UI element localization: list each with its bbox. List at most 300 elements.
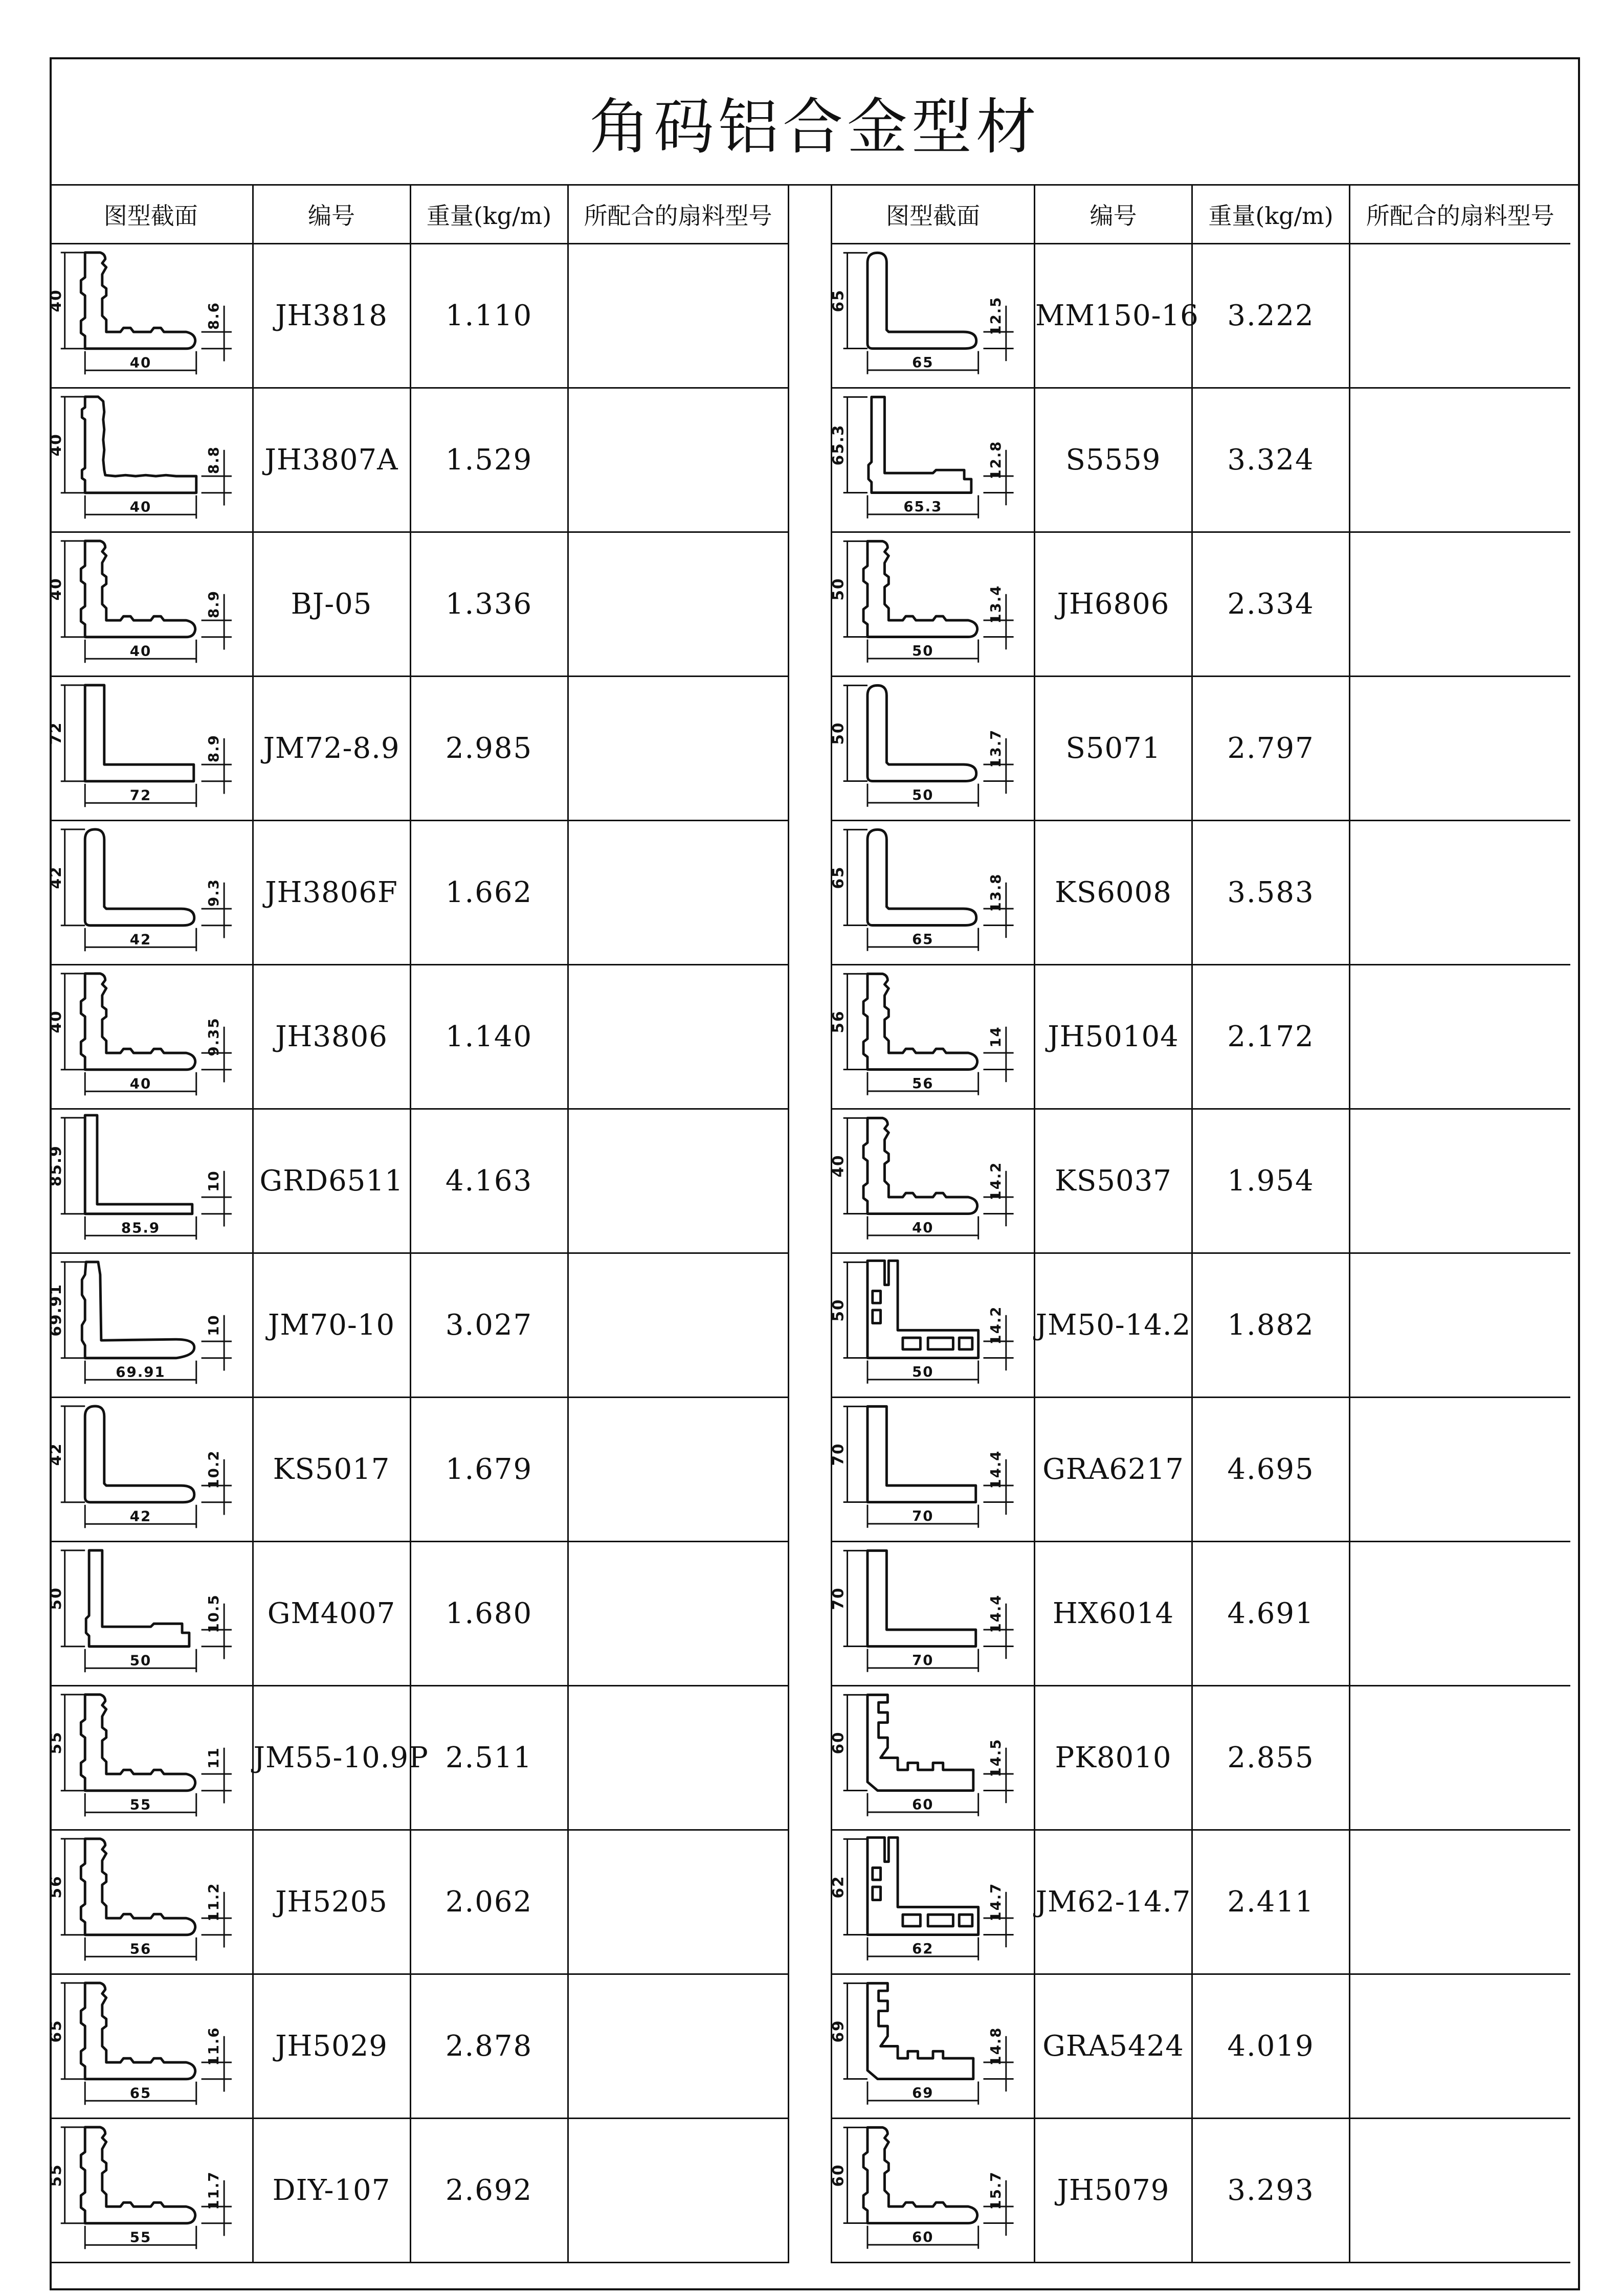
profile-cross-section — [46, 389, 252, 531]
matching-sash-cell — [1350, 244, 1570, 388]
profile-weight: 1.679 — [410, 1398, 568, 1542]
matching-sash-cell — [1350, 388, 1570, 532]
profile-cross-section — [829, 1542, 1034, 1685]
profile-code: JH3807A — [253, 388, 410, 532]
section-drawing-cell — [46, 1686, 253, 1830]
height-dimension-line — [61, 1262, 85, 1358]
profile-cross-section — [46, 1110, 252, 1252]
thickness-dimension-label: 9.35 — [205, 1017, 223, 1056]
profile-cross-section — [46, 965, 252, 1108]
section-drawing-cell — [46, 1253, 253, 1398]
profile-weight: 2.411 — [1192, 1830, 1350, 1974]
profile-outline — [81, 2127, 195, 2223]
profile-code: JM72-8.9 — [253, 677, 410, 821]
profile-code: GRA6217 — [1035, 1398, 1192, 1542]
table-row — [50, 1542, 788, 1686]
table-row — [832, 821, 1570, 965]
section-drawing-cell — [829, 965, 1035, 1109]
height-dimension-label: 42 — [46, 1443, 64, 1466]
profile-weight: 2.878 — [410, 1974, 568, 2119]
profile-outline — [81, 1839, 195, 1935]
matching-sash-cell — [1350, 965, 1570, 1109]
profile-outline — [81, 253, 195, 349]
right-header-row — [832, 186, 1570, 244]
table-row — [50, 1253, 788, 1398]
section-drawing-cell — [46, 1109, 253, 1253]
profile-outline — [868, 1695, 973, 1790]
section-drawing-cell — [829, 532, 1035, 677]
height-dimension-label: 50 — [829, 577, 847, 601]
profile-weight: 4.691 — [1192, 1542, 1350, 1686]
profile-cross-section — [46, 533, 252, 676]
height-dimension-label: 69.91 — [46, 1283, 64, 1337]
matching-sash-cell — [568, 1542, 788, 1686]
thickness-dimension-label: 12.8 — [987, 440, 1004, 480]
height-dimension-label: 40 — [46, 433, 64, 457]
table-row — [832, 1109, 1570, 1253]
profile-weight: 1.110 — [410, 244, 568, 388]
profile-cross-section — [46, 677, 252, 820]
column-divider — [788, 186, 831, 2288]
width-dimension-label: 60 — [912, 1795, 934, 1813]
section-drawing-cell — [46, 1542, 253, 1686]
profile-code: PK8010 — [1035, 1686, 1192, 1830]
matching-sash-cell — [1350, 821, 1570, 965]
table-row — [50, 1686, 788, 1830]
table-row — [832, 965, 1570, 1109]
width-dimension-label: 56 — [912, 1074, 934, 1092]
section-drawing-cell — [46, 1398, 253, 1542]
matching-sash-cell — [1350, 1686, 1570, 1830]
thickness-dimension-label: 8.8 — [205, 446, 223, 474]
height-dimension-line — [843, 829, 868, 925]
profile-code: JH3806 — [253, 965, 410, 1109]
thickness-dimension-label: 10 — [205, 1170, 223, 1192]
thickness-dimension-label: 13.4 — [987, 584, 1004, 624]
profile-code: JH50104 — [1035, 965, 1192, 1109]
profile-cross-section — [46, 2119, 252, 2262]
height-dimension-line — [61, 1550, 85, 1647]
matching-sash-cell — [568, 2119, 788, 2263]
profile-weight: 1.140 — [410, 965, 568, 1109]
section-drawing-cell — [829, 1974, 1035, 2119]
section-drawing-cell — [829, 1686, 1035, 1830]
table-row — [50, 244, 788, 388]
table-row — [832, 532, 1570, 677]
height-dimension-label: 50 — [46, 1587, 64, 1610]
profile-weight: 4.019 — [1192, 1974, 1350, 2119]
height-dimension-label: 50 — [829, 1298, 847, 1322]
profile-weight: 3.027 — [410, 1253, 568, 1398]
thickness-dimension-label: 12.5 — [987, 296, 1004, 335]
height-dimension-label: 50 — [829, 722, 847, 745]
section-drawing-cell — [46, 2119, 253, 2263]
table-row — [50, 1109, 788, 1253]
profile-cross-section — [46, 244, 252, 387]
profile-code: S5071 — [1035, 677, 1192, 821]
profile-weight: 3.324 — [1192, 388, 1350, 532]
profile-outline — [868, 685, 976, 781]
col-header-weight: 重量(kg/m) — [410, 186, 568, 244]
catalog-sheet — [46, 57, 1580, 2290]
col-header-weight: 重量(kg/m) — [1192, 186, 1350, 244]
height-dimension-label: 72 — [46, 722, 64, 745]
width-dimension-label: 72 — [129, 786, 152, 804]
profile-code: GRD6511 — [253, 1109, 410, 1253]
profile-outline — [85, 1115, 192, 1214]
height-dimension-line — [61, 685, 85, 781]
width-dimension-label: 42 — [129, 1507, 152, 1525]
profile-code: BJ-05 — [253, 532, 410, 677]
profile-outline — [863, 1118, 977, 1213]
height-dimension-label: 40 — [829, 1154, 847, 1178]
matching-sash-cell — [568, 1686, 788, 1830]
profile-outline — [86, 1550, 189, 1647]
profile-cross-section — [46, 1542, 252, 1685]
thickness-dimension-label: 11.6 — [205, 2027, 223, 2066]
thickness-dimension-label: 14.2 — [987, 1305, 1004, 1345]
matching-sash-cell — [568, 532, 788, 677]
profile-outline — [81, 1695, 195, 1791]
profile-code: DIY-107 — [253, 2119, 410, 2263]
section-drawing-cell — [46, 244, 253, 388]
profile-weight: 1.336 — [410, 532, 568, 677]
profile-cross-section — [829, 2119, 1034, 2262]
section-drawing-cell — [829, 677, 1035, 821]
height-dimension-label: 65 — [46, 2019, 64, 2043]
profile-cross-section — [829, 244, 1034, 387]
profile-code: JH5205 — [253, 1830, 410, 1974]
matching-sash-cell — [568, 1253, 788, 1398]
width-dimension-label: 50 — [129, 1652, 152, 1669]
matching-sash-cell — [1350, 532, 1570, 677]
height-dimension-label: 56 — [46, 1875, 64, 1899]
height-dimension-label: 40 — [46, 1010, 64, 1033]
width-dimension-label: 85.9 — [121, 1219, 161, 1236]
profile-weight: 2.334 — [1192, 532, 1350, 677]
width-dimension-label: 65.3 — [903, 498, 943, 515]
profile-code: JH5079 — [1035, 2119, 1192, 2263]
table-row — [50, 965, 788, 1109]
profile-code: KS6008 — [1035, 821, 1192, 965]
width-dimension-label: 60 — [912, 2228, 934, 2245]
thickness-dimension-label: 11.7 — [205, 2171, 223, 2210]
section-drawing-cell — [829, 1398, 1035, 1542]
section-drawing-cell — [829, 821, 1035, 965]
page-title: 角码铝合金型材 — [52, 59, 1578, 186]
table-row — [50, 388, 788, 532]
left-profile-table — [46, 186, 789, 2263]
profile-outline — [81, 974, 195, 1070]
width-dimension-label: 40 — [129, 642, 152, 660]
profile-outline — [868, 1260, 979, 1358]
profile-cross-section — [829, 1254, 1034, 1397]
matching-sash-cell — [1350, 1253, 1570, 1398]
thickness-dimension-label: 8.9 — [205, 734, 223, 762]
profile-outline — [81, 1983, 195, 2079]
height-dimension-label: 40 — [46, 289, 64, 312]
matching-sash-cell — [1350, 1542, 1570, 1686]
profile-outline — [863, 541, 977, 637]
height-dimension-line — [843, 1550, 868, 1646]
width-dimension-label: 40 — [129, 498, 152, 515]
height-dimension-label: 70 — [829, 1443, 847, 1466]
width-dimension-label: 55 — [129, 1796, 152, 1813]
profile-cross-section — [46, 1254, 252, 1397]
thickness-dimension-label: 8.9 — [205, 590, 223, 618]
profile-code: JH5029 — [253, 1974, 410, 2119]
profile-weight: 4.695 — [1192, 1398, 1350, 1542]
height-dimension-line — [61, 1406, 85, 1502]
profile-cross-section — [829, 1398, 1034, 1541]
width-dimension-label: 40 — [912, 1219, 934, 1236]
section-drawing-cell — [829, 1830, 1035, 1974]
profile-cross-section — [46, 1831, 252, 1973]
profile-outline — [863, 974, 977, 1069]
profile-weight: 3.293 — [1192, 2119, 1350, 2263]
table-row — [832, 1253, 1570, 1398]
section-drawing-cell — [46, 965, 253, 1109]
thickness-dimension-label: 11 — [205, 1747, 223, 1769]
profile-outline — [81, 541, 195, 637]
height-dimension-label: 65 — [829, 866, 847, 889]
profile-code: KS5017 — [253, 1398, 410, 1542]
table-row — [50, 821, 788, 965]
thickness-dimension-label: 14.5 — [987, 1738, 1004, 1777]
profile-cross-section — [46, 821, 252, 964]
table-row — [50, 2119, 788, 2263]
matching-sash-cell — [568, 965, 788, 1109]
width-dimension-label: 69.91 — [116, 1363, 166, 1381]
profile-cross-section — [46, 1686, 252, 1829]
thickness-dimension-label: 15.7 — [987, 2171, 1004, 2210]
profile-outline — [82, 1262, 194, 1358]
profile-outline — [868, 1983, 973, 2079]
height-dimension-line — [843, 1262, 868, 1358]
right-profile-table — [831, 186, 1570, 2263]
section-drawing-cell — [46, 677, 253, 821]
height-dimension-line — [61, 1118, 85, 1214]
profile-code: GRA5424 — [1035, 1974, 1192, 2119]
profile-outline — [82, 397, 196, 493]
profile-weight: 2.985 — [410, 677, 568, 821]
profile-code: JH3806F — [253, 821, 410, 965]
height-dimension-line — [843, 397, 868, 492]
table-row — [832, 2119, 1570, 2263]
profile-weight: 3.583 — [1192, 821, 1350, 965]
profile-code: JM55-10.9P — [253, 1686, 410, 1830]
profile-weight: 1.680 — [410, 1542, 568, 1686]
matching-sash-cell — [568, 1830, 788, 1974]
table-row — [50, 1974, 788, 2119]
profile-outline — [868, 1406, 976, 1502]
height-dimension-label: 55 — [46, 1731, 64, 1754]
thickness-dimension-label: 10 — [205, 1314, 223, 1336]
width-dimension-label: 55 — [129, 2229, 152, 2246]
matching-sash-cell — [568, 1974, 788, 2119]
section-drawing-cell — [829, 1542, 1035, 1686]
matching-sash-cell — [568, 677, 788, 821]
section-drawing-cell — [829, 244, 1035, 388]
table-row — [832, 1974, 1570, 2119]
thickness-dimension-label: 11.2 — [205, 1882, 223, 1922]
profile-weight: 4.163 — [410, 1109, 568, 1253]
table-row — [832, 388, 1570, 532]
matching-sash-cell — [1350, 1109, 1570, 1253]
matching-sash-cell — [568, 388, 788, 532]
matching-sash-cell — [568, 1109, 788, 1253]
profile-code: MM150-16 — [1035, 244, 1192, 388]
thickness-dimension-label: 10.5 — [205, 1594, 223, 1633]
width-dimension-label: 62 — [912, 1940, 934, 1957]
matching-sash-cell — [568, 821, 788, 965]
profile-cross-section — [829, 1686, 1034, 1829]
left-header-row — [50, 186, 788, 244]
profile-cross-section — [829, 1110, 1034, 1252]
profile-cross-section — [829, 1831, 1034, 1973]
profile-weight: 3.222 — [1192, 244, 1350, 388]
section-drawing-cell — [829, 2119, 1035, 2263]
thickness-dimension-label: 14 — [987, 1026, 1004, 1048]
thickness-dimension-label: 14.7 — [987, 1882, 1004, 1922]
height-dimension-label: 69 — [829, 2019, 847, 2043]
profile-cross-section — [829, 1975, 1034, 2118]
width-dimension-label: 65 — [912, 930, 934, 948]
section-drawing-cell — [46, 1830, 253, 1974]
profile-weight: 2.797 — [1192, 677, 1350, 821]
profile-code: KS5037 — [1035, 1109, 1192, 1253]
col-header-code: 编号 — [253, 186, 410, 244]
thickness-dimension-label: 8.6 — [205, 302, 223, 330]
width-dimension-label: 40 — [129, 1075, 152, 1092]
profile-outline — [868, 1550, 976, 1646]
thickness-dimension-label: 9.3 — [205, 879, 223, 907]
table-row — [832, 1398, 1570, 1542]
matching-sash-cell — [568, 244, 788, 388]
profile-weight: 2.692 — [410, 2119, 568, 2263]
height-dimension-label: 60 — [829, 2164, 847, 2187]
matching-sash-cell — [1350, 1974, 1570, 2119]
profile-weight: 2.511 — [410, 1686, 568, 1830]
profile-cross-section — [829, 677, 1034, 820]
thickness-dimension-label: 14.8 — [987, 2027, 1004, 2066]
table-row — [832, 1830, 1570, 1974]
height-dimension-line — [843, 685, 868, 781]
height-dimension-label: 40 — [46, 577, 64, 601]
section-drawing-cell — [46, 388, 253, 532]
thickness-dimension-label: 14.4 — [987, 1594, 1004, 1633]
profile-weight: 1.954 — [1192, 1109, 1350, 1253]
profile-outline — [868, 1837, 979, 1934]
profile-weight: 2.172 — [1192, 965, 1350, 1109]
height-dimension-label: 65.3 — [829, 424, 847, 466]
profile-weight: 2.855 — [1192, 1686, 1350, 1830]
profile-code: HX6014 — [1035, 1542, 1192, 1686]
matching-sash-cell — [1350, 2119, 1570, 2263]
width-dimension-label: 56 — [129, 1940, 152, 1957]
table-row — [50, 532, 788, 677]
height-dimension-label: 55 — [46, 2164, 64, 2187]
thickness-dimension-label: 13.7 — [987, 729, 1004, 768]
profile-outline — [85, 829, 194, 926]
table-row — [50, 677, 788, 821]
width-dimension-label: 42 — [129, 931, 152, 948]
width-dimension-label: 50 — [912, 1363, 934, 1380]
width-dimension-label: 40 — [129, 354, 152, 371]
profile-code: JH6806 — [1035, 532, 1192, 677]
matching-sash-cell — [1350, 677, 1570, 821]
profile-weight: 1.529 — [410, 388, 568, 532]
matching-sash-cell — [1350, 1830, 1570, 1974]
height-dimension-label: 42 — [46, 866, 64, 889]
height-dimension-line — [843, 1406, 868, 1502]
height-dimension-line — [843, 253, 868, 348]
profile-code: JM62-14.7 — [1035, 1830, 1192, 1974]
thickness-dimension-label: 14.4 — [987, 1450, 1004, 1489]
height-dimension-line — [843, 1695, 868, 1790]
thickness-dimension-label: 10.2 — [205, 1450, 223, 1489]
profile-cross-section — [829, 821, 1034, 964]
height-dimension-label: 70 — [829, 1587, 847, 1610]
profile-weight: 2.062 — [410, 1830, 568, 1974]
profile-weight: 1.662 — [410, 821, 568, 965]
profile-outline — [869, 397, 971, 492]
table-row — [50, 1830, 788, 1974]
table-row — [832, 1542, 1570, 1686]
section-drawing-cell — [46, 532, 253, 677]
profile-outline — [868, 253, 976, 348]
profile-code: JM70-10 — [253, 1253, 410, 1398]
profile-outline — [85, 1406, 194, 1502]
width-dimension-label: 50 — [912, 642, 934, 659]
width-dimension-label: 69 — [912, 2084, 934, 2101]
profile-cross-section — [829, 533, 1034, 676]
section-drawing-cell — [829, 1109, 1035, 1253]
col-header-matching-sash: 所配合的扇料型号 — [568, 186, 788, 244]
profile-cross-section — [46, 1975, 252, 2118]
section-drawing-cell — [46, 821, 253, 965]
table-row — [832, 1686, 1570, 1830]
height-dimension-label: 85.9 — [46, 1145, 64, 1187]
col-header-section: 图型截面 — [832, 186, 1035, 244]
height-dimension-label: 60 — [829, 1731, 847, 1754]
height-dimension-label: 56 — [829, 1010, 847, 1033]
profile-code: GM4007 — [253, 1542, 410, 1686]
table-row — [832, 244, 1570, 388]
thickness-dimension-label: 13.8 — [987, 873, 1004, 912]
profile-cross-section — [829, 965, 1034, 1108]
height-dimension-line — [843, 1839, 868, 1934]
profile-code: JH3818 — [253, 244, 410, 388]
width-dimension-label: 50 — [912, 786, 934, 803]
matching-sash-cell — [1350, 1398, 1570, 1542]
height-dimension-line — [843, 1983, 868, 2079]
col-header-code: 编号 — [1035, 186, 1192, 244]
profile-outline — [868, 829, 976, 925]
profile-weight: 1.882 — [1192, 1253, 1350, 1398]
height-dimension-line — [61, 829, 85, 926]
width-dimension-label: 70 — [912, 1651, 934, 1669]
width-dimension-label: 65 — [129, 2084, 152, 2102]
table-row — [832, 677, 1570, 821]
col-header-matching-sash: 所配合的扇料型号 — [1350, 186, 1570, 244]
section-drawing-cell — [829, 388, 1035, 532]
profile-code: JM50-14.2 — [1035, 1253, 1192, 1398]
height-dimension-label: 62 — [829, 1875, 847, 1899]
profile-outline — [863, 2127, 977, 2223]
profile-outline — [85, 685, 194, 781]
profile-cross-section — [829, 389, 1034, 531]
